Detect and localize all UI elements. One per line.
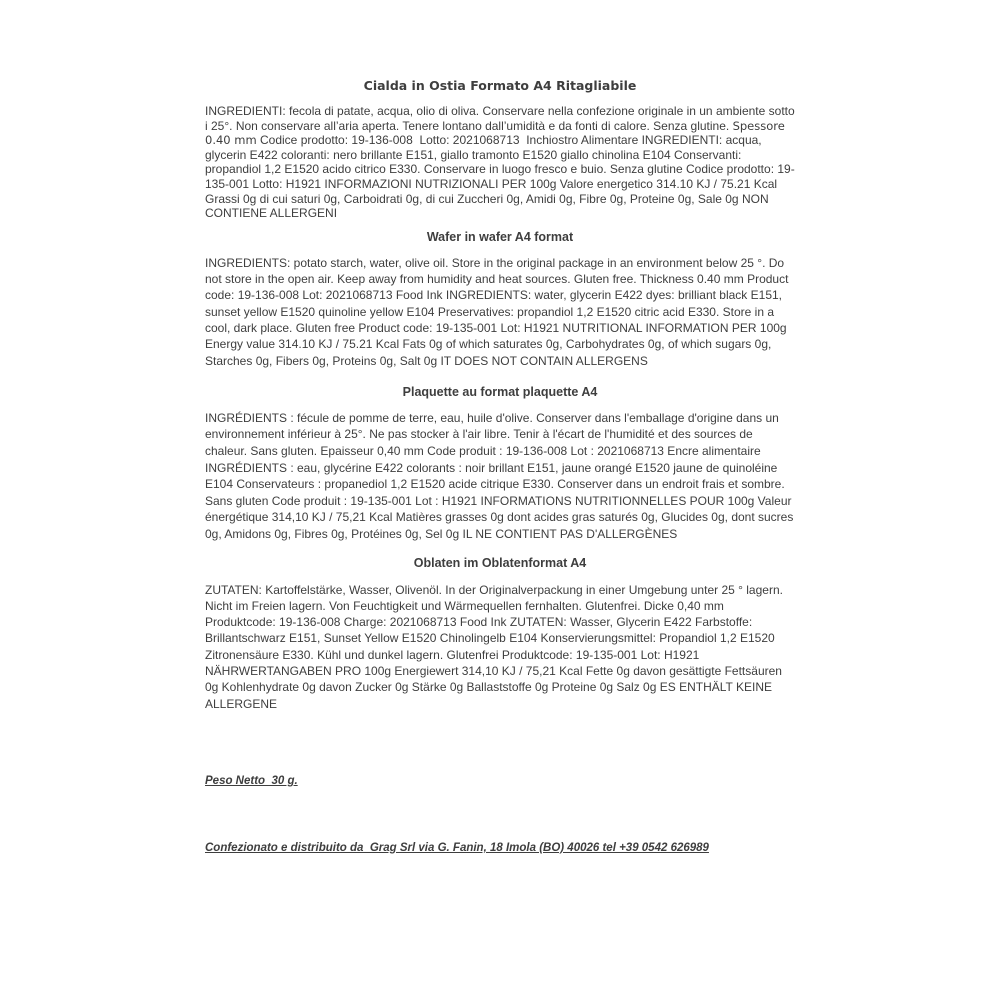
italian-thickness-value: Spessore 0.40 mm bbox=[205, 118, 789, 148]
document-title: Cialda in Ostia Formato A4 Ritagliabile bbox=[363, 78, 637, 93]
italian-ingredients-text: INGREDIENTI: fecola di patate, acqua, olio di oliva. Conservare nella confezione originale in un ambiente sotto i 25°. Non conservare all’aria aperta. Tenere lontano dall’umidità e da fonti di calore. Senza glutine. bbox=[205, 104, 799, 133]
italian-ingredients-text-continued: Codice prodotto: 19-136-008 Lotto: 2021068713 Inchiostro Alimentare INGREDIENTI: acqua, glycerin E422 coloranti: nero brillante E151, giallo tramonto E1520 giallo chinolina E104 Conservanti: propandiol 1,2 E1520 acido citrico E330. Conservare in luogo fresco e buio. Senza glutine Codice prodotto: 19-135-001 Lotto: H1921 INFORMAZIONI NUTRIZIONALI PER 100g Valore energetico 314.10 KJ / 75.21 Kcal Grassi 0g di cui saturi 0g, Carboidrati 0g, di cui Zuccheri 0g, Amidi 0g, Fibre 0g, Proteine 0g, Sale 0g NON CONTIENE ALLERGENI bbox=[205, 133, 795, 221]
paragraph-english: INGREDIENTS: potato starch, water, olive oil. Store in the original package in an environment below 25 °. Do not store in the open air. Keep away from humidity and heat sources. Gluten free. Thickness 0.40 mm Product code: 19-136-008 Lot: 2021068713 Food Ink INGREDIENTS: water, glycerin E422 dyes: brilliant black E151, sunset yellow E1520 quinoline yellow E104 Preservatives: propandiol 1,2 E1520 citric acid E330. Store in a cool, dark place. Gluten free Product code: 19-135-001 Lot: H1921 NUTRITIONAL INFORMATION PER 100g Energy value 314.10 KJ / 75.21 Kcal Fats 0g of which saturates 0g, Carbohydrates 0g, of which sugars 0g, Starches 0g, Fibers 0g, Proteins 0g, Salt 0g IT DOES NOT CONTAIN ALLERGENS bbox=[205, 255, 792, 368]
distributor-footer-line: Confezionato e distribuito da Grag Srl via G. Fanin, 18 Imola (BO) 40026 tel +39 0542 626989 bbox=[205, 841, 709, 854]
label-content-column bbox=[205, 0, 799, 856]
section-heading-french: Plaquette au format plaquette A4 bbox=[402, 384, 598, 399]
paragraph-german: ZUTATEN: Kartoffelstärke, Wasser, Olivenöl. In der Originalverpackung in einer Umgebung unter 25 ° lagern. Nicht im Freien lagern. Von Feuchtigkeit und Wärmequellen fernhalten. Glutenfrei. Dicke 0,40 mm Produktcode: 19-136-008 Charge: 2021068713 Food Ink ZUTATEN: Wasser, Glycerin E422 Farbstoffe: Brillantschwarz E151, Sunset Yellow E1520 Chinolingelb E104 Konservierungsmittel: Propandiol 1,2 E1520 Zitronensäure E330. Kühl und dunkel lagern. Glutenfrei Produktcode: 19-135-001 Lot: H1921 NÄHRWERTANGABEN PRO 100g Energiewert 314,10 KJ / 75,21 Kcal Fette 0g davon gesättigte Fettsäuren 0g Kohlenhydrate 0g davon Zucker 0g Stärke 0g Ballaststoffe 0g Proteine 0g Salz 0g ES ENTHÄLT KEINE ALLERGENE bbox=[205, 582, 787, 711]
paragraph-french: INGRÉDIENTS : fécule de pomme de terre, eau, huile d'olive. Conserver dans l'emballage d'origine dans un environnement inférieur à 25°. Ne pas stocker à l'air libre. Tenir à l'écart de l'humidité et des sources de chaleur. Sans gluten. Epaisseur 0,40 mm Code produit : 19-136-008 Lot : 2021068713 Encre alimentaire INGRÉDIENTS : eau, glycérine E422 colorants : noir brillant E151, jaune orangé E1520 jaune de quinoléine E104 Conservateurs : propanediol 1,2 E1520 acide citrique E330. Conserver dans un endroit frais et sombre. Sans gluten Code produit : 19-135-001 Lot : H1921 INFORMATIONS NUTRITIONNELLES POUR 100g Valeur énergétique 314,10 KJ / 75,21 Kcal Matières grasses 0g dont acides gras saturés 0g, Glucides 0g, dont sucres 0g, Amidons 0g, Fibres 0g, Protéines 0g, Sel 0g IL NE CONTIENT PAS D'ALLERGÈNES bbox=[205, 410, 797, 541]
section-heading-german: Oblaten im Oblatenformat A4 bbox=[413, 555, 587, 570]
section-heading-english: Wafer in wafer A4 format bbox=[426, 229, 574, 244]
net-weight-line: Peso Netto 30 g. bbox=[205, 774, 298, 787]
paragraph-italian bbox=[205, 104, 799, 221]
